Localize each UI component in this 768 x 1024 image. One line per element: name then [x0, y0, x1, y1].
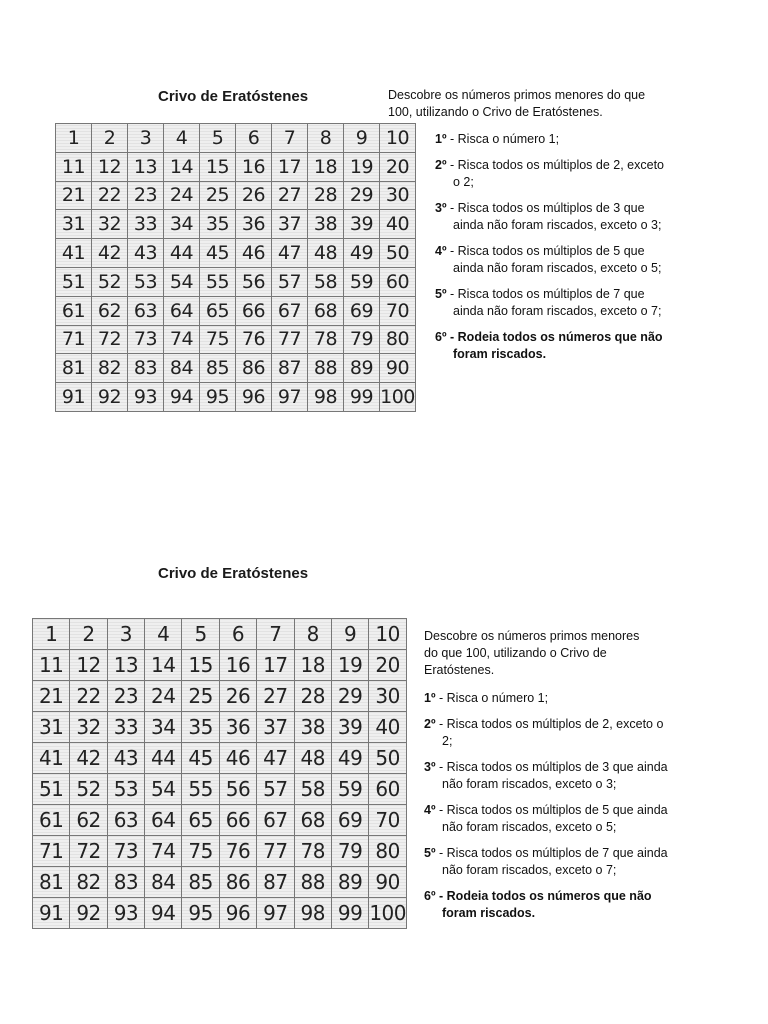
grid1-cell-92: 92: [92, 383, 128, 412]
grid2-cell-61: 61: [33, 805, 70, 836]
step-number: 1º: [435, 132, 447, 146]
grid2-cell-16: 16: [220, 650, 257, 681]
grid1-cell-40: 40: [380, 210, 416, 239]
grid1-cell-18: 18: [308, 153, 344, 182]
grid1-cell-14: 14: [164, 153, 200, 182]
grid1-cell-4: 4: [164, 124, 200, 153]
grid1-cell-55: 55: [200, 268, 236, 297]
section2-step-3: [424, 759, 669, 793]
grid1-cell-38: 38: [308, 210, 344, 239]
grid2-cell-19: 19: [332, 650, 369, 681]
section1-step-3: [435, 200, 667, 234]
section2-step-1: [424, 690, 669, 707]
grid1-cell-53: 53: [128, 268, 164, 297]
grid1-cell-57: 57: [272, 268, 308, 297]
grid1-cell-52: 52: [92, 268, 128, 297]
grid1-cell-81: 81: [56, 354, 92, 383]
grid1-cell-87: 87: [272, 354, 308, 383]
grid2-cell-53: 53: [108, 774, 145, 805]
grid1-cell-11: 11: [56, 153, 92, 182]
grid1-cell-46: 46: [236, 239, 272, 268]
section1-step-2: [435, 157, 667, 191]
grid1-cell-28: 28: [308, 182, 344, 211]
grid2-cell-76: 76: [220, 836, 257, 867]
grid1-cell-59: 59: [344, 268, 380, 297]
grid1-cell-50: 50: [380, 239, 416, 268]
grid1-cell-85: 85: [200, 354, 236, 383]
grid1-cell-73: 73: [128, 326, 164, 355]
grid2-cell-1: 1: [33, 619, 70, 650]
grid2-cell-21: 21: [33, 681, 70, 712]
step-number: 6º: [424, 889, 436, 903]
grid2-cell-99: 99: [332, 898, 369, 929]
grid1-cell-100: 100: [380, 383, 416, 412]
step-text: - Risca todos os múltiplos de 2, exceto o 2;: [450, 158, 665, 189]
grid2-cell-87: 87: [257, 867, 294, 898]
grid1-cell-51: 51: [56, 268, 92, 297]
grid2-cell-36: 36: [220, 712, 257, 743]
section1-step-6: [435, 329, 667, 363]
grid2-cell-78: 78: [295, 836, 332, 867]
step-number: 2º: [435, 158, 447, 172]
grid1-cell-67: 67: [272, 297, 308, 326]
grid1-cell-75: 75: [200, 326, 236, 355]
grid1-cell-68: 68: [308, 297, 344, 326]
grid2-cell-91: 91: [33, 898, 70, 929]
step-number: 3º: [435, 201, 447, 215]
grid1-cell-89: 89: [344, 354, 380, 383]
grid1-cell-12: 12: [92, 153, 128, 182]
grid1-cell-69: 69: [344, 297, 380, 326]
grid1-cell-23: 23: [128, 182, 164, 211]
grid1-cell-24: 24: [164, 182, 200, 211]
grid1-cell-62: 62: [92, 297, 128, 326]
step-number: 1º: [424, 691, 436, 705]
grid1-cell-90: 90: [380, 354, 416, 383]
step-text: - Risca todos os múltiplos de 3 que ainda não foram riscados, exceto o 3;: [450, 201, 662, 232]
grid2-cell-15: 15: [182, 650, 219, 681]
grid2-cell-18: 18: [295, 650, 332, 681]
grid1-cell-9: 9: [344, 124, 380, 153]
step-text: - Risca todos os múltiplos de 3 que ainda não foram riscados, exceto o 3;: [439, 760, 668, 791]
grid2-cell-49: 49: [332, 743, 369, 774]
grid1-cell-48: 48: [308, 239, 344, 268]
sieve-grid-2: [32, 618, 407, 929]
step-number: 5º: [424, 846, 436, 860]
grid1-cell-99: 99: [344, 383, 380, 412]
step-text: - Risca o número 1;: [439, 691, 549, 705]
grid2-cell-8: 8: [295, 619, 332, 650]
grid1-cell-19: 19: [344, 153, 380, 182]
grid1-cell-82: 82: [92, 354, 128, 383]
grid1-cell-8: 8: [308, 124, 344, 153]
grid2-cell-27: 27: [257, 681, 294, 712]
grid2-cell-42: 42: [70, 743, 107, 774]
grid2-cell-28: 28: [295, 681, 332, 712]
grid2-cell-33: 33: [108, 712, 145, 743]
grid2-cell-38: 38: [295, 712, 332, 743]
grid1-cell-84: 84: [164, 354, 200, 383]
grid2-cell-23: 23: [108, 681, 145, 712]
grid2-cell-10: 10: [369, 619, 407, 650]
grid2-cell-77: 77: [257, 836, 294, 867]
step-number: 4º: [424, 803, 436, 817]
grid2-cell-39: 39: [332, 712, 369, 743]
grid2-cell-35: 35: [182, 712, 219, 743]
grid2-cell-50: 50: [369, 743, 407, 774]
grid2-cell-34: 34: [145, 712, 182, 743]
grid1-cell-93: 93: [128, 383, 164, 412]
grid1-cell-45: 45: [200, 239, 236, 268]
grid1-cell-71: 71: [56, 326, 92, 355]
step-text: - Rodeia todos os números que não foram riscados.: [439, 889, 652, 920]
section2-steps: [424, 690, 669, 931]
grid1-cell-86: 86: [236, 354, 272, 383]
grid2-cell-97: 97: [257, 898, 294, 929]
step-number: 6º: [435, 330, 447, 344]
grid2-cell-54: 54: [145, 774, 182, 805]
grid2-cell-72: 72: [70, 836, 107, 867]
grid2-cell-56: 56: [220, 774, 257, 805]
section1-intro: Descobre os números primos menores do que 100, utilizando o Crivo de Eratóstenes.: [388, 88, 646, 119]
grid2-cell-92: 92: [70, 898, 107, 929]
grid1-cell-97: 97: [272, 383, 308, 412]
grid1-cell-25: 25: [200, 182, 236, 211]
grid1-cell-76: 76: [236, 326, 272, 355]
grid2-cell-83: 83: [108, 867, 145, 898]
grid2-cell-41: 41: [33, 743, 70, 774]
grid2-cell-7: 7: [257, 619, 294, 650]
grid2-cell-40: 40: [369, 712, 407, 743]
step-number: 3º: [424, 760, 436, 774]
section1-step-5: [435, 286, 667, 320]
grid1-cell-5: 5: [200, 124, 236, 153]
grid2-cell-62: 62: [70, 805, 107, 836]
grid1-cell-34: 34: [164, 210, 200, 239]
grid2-cell-81: 81: [33, 867, 70, 898]
grid2-cell-13: 13: [108, 650, 145, 681]
step-number: 2º: [424, 717, 436, 731]
grid2-cell-89: 89: [332, 867, 369, 898]
grid2-cell-37: 37: [257, 712, 294, 743]
grid1-cell-54: 54: [164, 268, 200, 297]
grid1-cell-61: 61: [56, 297, 92, 326]
grid2-cell-14: 14: [145, 650, 182, 681]
grid2-cell-73: 73: [108, 836, 145, 867]
grid2-cell-70: 70: [369, 805, 407, 836]
grid1-cell-98: 98: [308, 383, 344, 412]
grid2-cell-75: 75: [182, 836, 219, 867]
grid2-cell-48: 48: [295, 743, 332, 774]
grid1-cell-32: 32: [92, 210, 128, 239]
grid1-cell-1: 1: [56, 124, 92, 153]
grid2-cell-74: 74: [145, 836, 182, 867]
grid2-cell-84: 84: [145, 867, 182, 898]
grid2-cell-90: 90: [369, 867, 407, 898]
grid1-cell-60: 60: [380, 268, 416, 297]
grid1-cell-21: 21: [56, 182, 92, 211]
grid1-cell-42: 42: [92, 239, 128, 268]
grid2-cell-3: 3: [108, 619, 145, 650]
grid2-cell-29: 29: [332, 681, 369, 712]
grid2-cell-44: 44: [145, 743, 182, 774]
grid1-cell-64: 64: [164, 297, 200, 326]
section1-steps: [435, 131, 667, 372]
grid2-cell-82: 82: [70, 867, 107, 898]
grid2-cell-2: 2: [70, 619, 107, 650]
grid1-cell-80: 80: [380, 326, 416, 355]
section2-step-6: [424, 888, 669, 922]
grid2-cell-63: 63: [108, 805, 145, 836]
grid2-cell-96: 96: [220, 898, 257, 929]
grid2-cell-30: 30: [369, 681, 407, 712]
section2-step-2: [424, 716, 669, 750]
sieve-grid-1: [55, 123, 416, 412]
section1-step-1: [435, 131, 667, 148]
step-text: - Risca todos os múltiplos de 7 que ainda não foram riscados, exceto o 7;: [439, 846, 668, 877]
grid2-cell-66: 66: [220, 805, 257, 836]
grid1-cell-95: 95: [200, 383, 236, 412]
grid2-cell-64: 64: [145, 805, 182, 836]
grid2-cell-69: 69: [332, 805, 369, 836]
grid2-cell-67: 67: [257, 805, 294, 836]
step-number: 5º: [435, 287, 447, 301]
grid2-cell-100: 100: [369, 898, 407, 929]
grid1-cell-31: 31: [56, 210, 92, 239]
grid2-cell-59: 59: [332, 774, 369, 805]
step-text: - Risca todos os múltiplos de 2, exceto o 2;: [439, 717, 664, 748]
grid2-cell-11: 11: [33, 650, 70, 681]
grid1-cell-7: 7: [272, 124, 308, 153]
section2-intro: Descobre os números primos menores do que 100, utilizando o Crivo de Eratóstenes.: [424, 629, 640, 677]
grid2-cell-94: 94: [145, 898, 182, 929]
grid1-cell-58: 58: [308, 268, 344, 297]
section1-title: Crivo de Eratóstenes: [158, 88, 309, 105]
grid1-cell-96: 96: [236, 383, 272, 412]
grid1-cell-16: 16: [236, 153, 272, 182]
grid2-cell-79: 79: [332, 836, 369, 867]
grid1-cell-39: 39: [344, 210, 380, 239]
grid1-cell-47: 47: [272, 239, 308, 268]
grid1-cell-43: 43: [128, 239, 164, 268]
grid1-cell-72: 72: [92, 326, 128, 355]
grid1-cell-6: 6: [236, 124, 272, 153]
grid1-cell-74: 74: [164, 326, 200, 355]
grid2-cell-12: 12: [70, 650, 107, 681]
step-text: - Risca o número 1;: [450, 132, 560, 146]
grid2-cell-65: 65: [182, 805, 219, 836]
grid2-cell-43: 43: [108, 743, 145, 774]
grid2-cell-47: 47: [257, 743, 294, 774]
grid1-cell-37: 37: [272, 210, 308, 239]
grid2-cell-6: 6: [220, 619, 257, 650]
step-number: 4º: [435, 244, 447, 258]
grid2-cell-45: 45: [182, 743, 219, 774]
grid2-cell-86: 86: [220, 867, 257, 898]
grid2-cell-68: 68: [295, 805, 332, 836]
grid2-cell-4: 4: [145, 619, 182, 650]
grid2-cell-17: 17: [257, 650, 294, 681]
step-text: - Rodeia todos os números que não foram riscados.: [450, 330, 663, 361]
grid2-cell-98: 98: [295, 898, 332, 929]
grid1-cell-3: 3: [128, 124, 164, 153]
grid1-cell-44: 44: [164, 239, 200, 268]
grid2-cell-80: 80: [369, 836, 407, 867]
grid1-cell-66: 66: [236, 297, 272, 326]
grid1-cell-26: 26: [236, 182, 272, 211]
grid2-cell-85: 85: [182, 867, 219, 898]
grid2-cell-32: 32: [70, 712, 107, 743]
grid1-cell-29: 29: [344, 182, 380, 211]
grid2-cell-52: 52: [70, 774, 107, 805]
grid2-cell-5: 5: [182, 619, 219, 650]
section2-step-5: [424, 845, 669, 879]
grid2-cell-57: 57: [257, 774, 294, 805]
grid2-cell-58: 58: [295, 774, 332, 805]
grid2-cell-93: 93: [108, 898, 145, 929]
grid2-cell-24: 24: [145, 681, 182, 712]
section1-step-4: [435, 243, 667, 277]
grid1-cell-65: 65: [200, 297, 236, 326]
grid1-cell-20: 20: [380, 153, 416, 182]
grid1-cell-91: 91: [56, 383, 92, 412]
grid2-cell-22: 22: [70, 681, 107, 712]
grid2-cell-88: 88: [295, 867, 332, 898]
grid2-cell-9: 9: [332, 619, 369, 650]
section2-step-4: [424, 802, 669, 836]
grid1-cell-77: 77: [272, 326, 308, 355]
grid1-cell-83: 83: [128, 354, 164, 383]
grid1-cell-15: 15: [200, 153, 236, 182]
grid1-cell-41: 41: [56, 239, 92, 268]
grid1-cell-30: 30: [380, 182, 416, 211]
grid2-cell-55: 55: [182, 774, 219, 805]
grid1-cell-10: 10: [380, 124, 416, 153]
grid1-cell-22: 22: [92, 182, 128, 211]
grid2-cell-95: 95: [182, 898, 219, 929]
grid1-cell-78: 78: [308, 326, 344, 355]
grid2-cell-31: 31: [33, 712, 70, 743]
grid1-cell-79: 79: [344, 326, 380, 355]
step-text: - Risca todos os múltiplos de 7 que ainda não foram riscados, exceto o 7;: [450, 287, 662, 318]
step-text: - Risca todos os múltiplos de 5 que ainda não foram riscados, exceto o 5;: [439, 803, 668, 834]
grid2-cell-20: 20: [369, 650, 407, 681]
grid2-cell-26: 26: [220, 681, 257, 712]
grid1-cell-49: 49: [344, 239, 380, 268]
grid1-cell-63: 63: [128, 297, 164, 326]
grid1-cell-36: 36: [236, 210, 272, 239]
grid1-cell-2: 2: [92, 124, 128, 153]
grid1-cell-33: 33: [128, 210, 164, 239]
grid1-cell-35: 35: [200, 210, 236, 239]
grid1-cell-56: 56: [236, 268, 272, 297]
grid1-cell-27: 27: [272, 182, 308, 211]
section2-title: Crivo de Eratóstenes: [158, 565, 309, 582]
grid1-cell-13: 13: [128, 153, 164, 182]
grid2-cell-25: 25: [182, 681, 219, 712]
grid1-cell-17: 17: [272, 153, 308, 182]
grid1-cell-94: 94: [164, 383, 200, 412]
grid1-cell-70: 70: [380, 297, 416, 326]
grid1-cell-88: 88: [308, 354, 344, 383]
grid2-cell-60: 60: [369, 774, 407, 805]
step-text: - Risca todos os múltiplos de 5 que ainda não foram riscados, exceto o 5;: [450, 244, 662, 275]
grid2-cell-51: 51: [33, 774, 70, 805]
grid2-cell-71: 71: [33, 836, 70, 867]
grid2-cell-46: 46: [220, 743, 257, 774]
